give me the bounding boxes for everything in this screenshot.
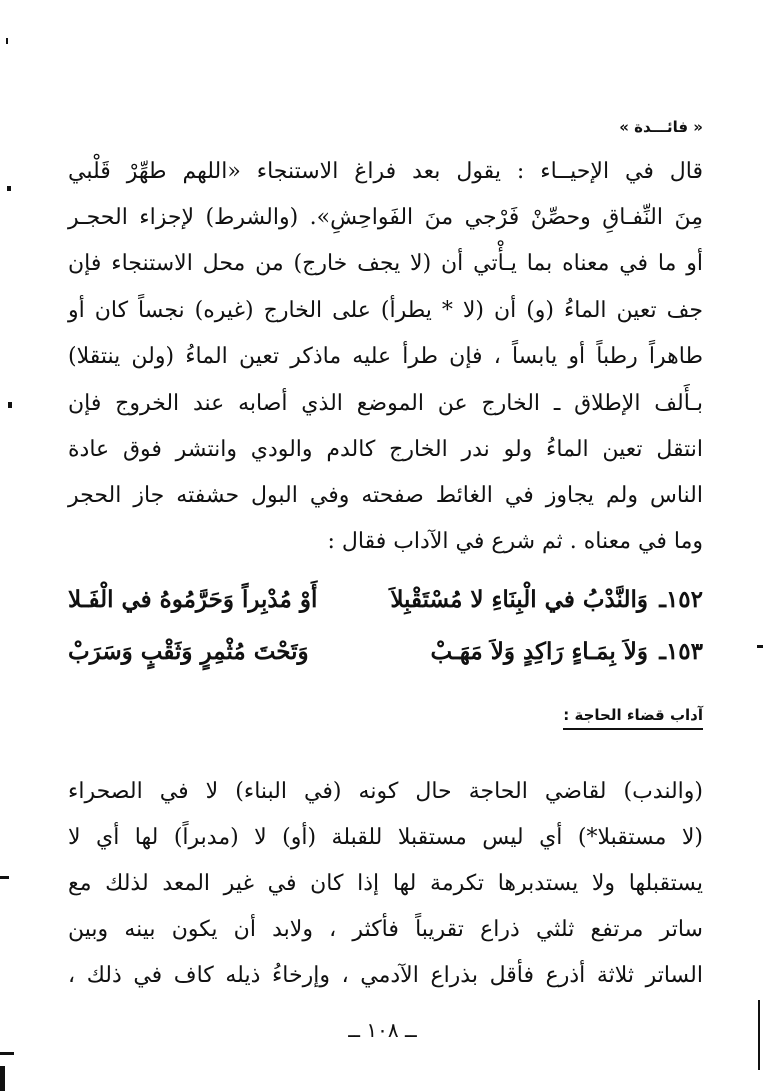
verse-number: ١٥٣ـ (659, 638, 703, 665)
intro-line-5: طاهراً رطباً أو يابساً ، فإن طرأ عليه ماذكر تعين الماءُ (ولن ينتقلا) (68, 344, 703, 369)
scan-speck (0, 1052, 14, 1055)
intro-line-2: مِنَ النِّفـاقِ وحصِّنْ فَرْجي منَ الفَواحِشِ». (والشرط) لإجزاء الحجـر (68, 205, 703, 230)
scan-speck (0, 1066, 5, 1091)
section-title: آداب قضاء الحاجة : (563, 706, 703, 730)
verse-152 (68, 578, 703, 622)
scan-speck (757, 645, 763, 648)
body-line-2: (لا مستقبلا*) أي ليس مستقبلا للقبلة (أو) لا (مدبراً) لها أي لا (68, 825, 703, 850)
verse-153 (68, 630, 703, 674)
verse-number: ١٥٢ـ (659, 586, 703, 613)
scan-speck (8, 402, 12, 408)
page-number: ــ ١٠٨ ــ (348, 1018, 417, 1042)
verse-second-hemistich: وَتَحْتَ مُثْمِرٍ وَثَقْبٍ وَسَرَبْ (68, 638, 309, 665)
intro-line-8: الناس ولم يجاوز في الغائط صفحته وفي البول حشفته جاز الحجر (68, 483, 703, 508)
intro-line-9: وما في معناه . ثم شرع في الآداب فقال : (327, 529, 703, 554)
scan-speck (0, 876, 9, 879)
intro-line-1: قال في الإحيــاء : يقول بعد فراغ الاستنجاء «اللهم طهِّرْ قَلْبي (68, 159, 703, 184)
scan-speck (6, 38, 8, 44)
verse-first-hemistich: وَالنَّدْبُ في الْبِنَاءِ لا مُسْتَقْبِلاَ (390, 586, 648, 613)
body-line-5: الساتر ثلاثة أذرع فأقل بذراع الآدمي ، وإرخاءُ ذيله كاف في ذلك ، (68, 963, 703, 988)
intro-line-3: أو ما في معناه بما يـأْتي أن (لا يجف خارج) من محل الاستنجاء فإن (68, 251, 703, 276)
intro-line-6: بـأَلف الإطلاق ـ الخارج عن الموضع الذي أصابه عند الخروج فإن (68, 391, 703, 416)
intro-line-4: جف تعين الماءُ (و) أن (لا * يطرأ) على الخارج (غيره) نجساً كان أو (68, 298, 703, 323)
body-line-4: ساتر مرتفع ثلثي ذراع تقريباً فأكثر ، ولابد أن يكون بينه وبين (68, 917, 703, 942)
body-line-1: (والندب) لقاضي الحاجة حال كونه (في البناء) لا في الصحراء (68, 779, 703, 804)
scan-speck (7, 186, 11, 191)
verse-second-hemistich: أَوْ مُدْبِراً وَحَرَّمُوهُ في الْفَـلا (68, 586, 318, 613)
verse-first-hemistich: وَلاَ بِمَـاءٍ رَاكِدٍ وَلاَ مَهَـبْ (430, 638, 648, 665)
scan-speck (758, 1000, 760, 1070)
body-line-3: يستقبلها ولا يستدبرها تكرمة لها إذا كان في غير المعد لذلك مع (68, 871, 703, 896)
intro-line-7: انتقل تعين الماءُ ولو ندر الخارج كالدم والودي وانتشر فوق عادة (68, 437, 703, 462)
note-heading: « فائـــدة » (619, 118, 703, 136)
